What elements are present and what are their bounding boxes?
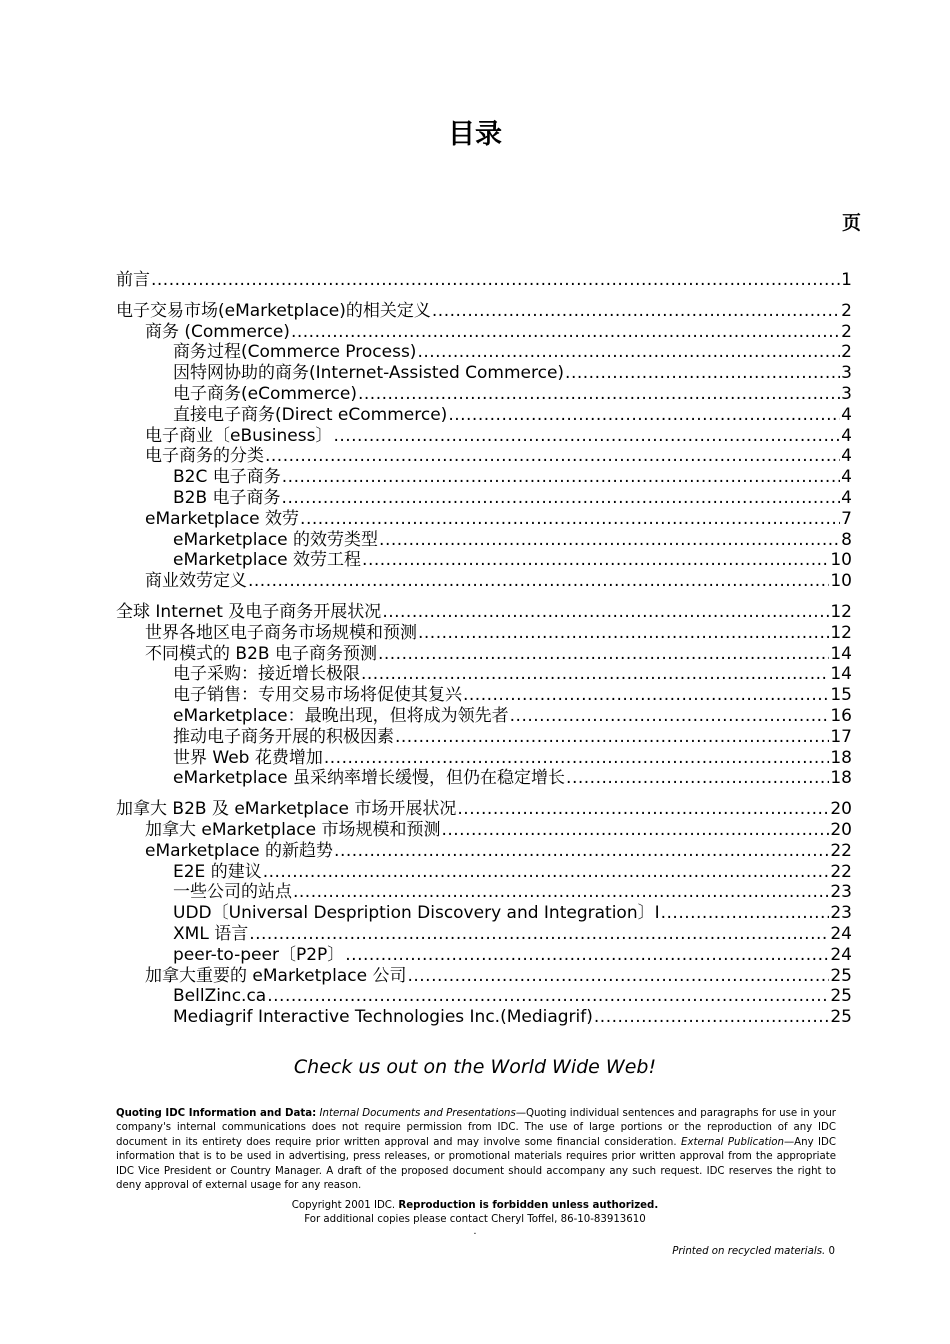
toc-entry-page: 14 [830, 643, 852, 664]
toc-leader-dots [566, 768, 829, 789]
printed-note [672, 1246, 835, 1257]
page-number: 0 [828, 1246, 835, 1257]
toc-entry [116, 301, 852, 322]
toc-leader-dots [345, 945, 829, 966]
toc-entry-page: 1 [841, 270, 852, 290]
copyright-contact: For additional copies please contact Cheryl Toffel, 86-10-83913610 [304, 1214, 646, 1226]
toc-entry-title: 加拿大 B2B 及 eMarketplace 市场开展状况 [116, 799, 457, 820]
toc-entry-title: Mediagrif Interactive Technologies Inc.(Mediagrif) [173, 1007, 593, 1028]
toc-entry [116, 488, 852, 509]
toc-entry-page: 20 [830, 799, 852, 820]
legal-internal-label: Internal Documents and Presentations [319, 1108, 516, 1119]
toc-entry-page: 4 [841, 425, 852, 446]
toc-entry-page: 16 [830, 705, 852, 726]
toc-entry [116, 426, 852, 447]
toc-leader-dots [293, 882, 829, 903]
toc-entry [116, 550, 852, 571]
toc-entry-title: eMarketplace 的新趋势 [145, 840, 334, 861]
toc-leader-dots [248, 571, 829, 592]
toc-leader-dots [379, 530, 840, 551]
toc-entry-page: 23 [830, 882, 852, 903]
toc-entry-page: 12 [830, 601, 852, 622]
toc-leader-dots [441, 820, 829, 841]
toc-entry-page: 24 [830, 923, 852, 944]
toc-entry-title: B2C 电子商务 [173, 467, 281, 488]
document-title: 目录 [448, 119, 502, 150]
toc-entry [116, 322, 852, 343]
toc-entry-title: peer-to-peer〔P2P〕 [173, 944, 345, 965]
legal-external-label: External Publication [681, 1136, 784, 1148]
toc-entry-title: eMarketplace：最晚出现，但将成为领先者 [173, 705, 509, 726]
toc-entry-title: eMarketplace 效劳工程 [173, 550, 362, 571]
toc-leader-dots [510, 706, 830, 727]
toc-leader-dots [457, 799, 829, 820]
toc-entry [116, 363, 852, 384]
toc-entry-title: 一些公司的站点 [173, 882, 292, 903]
toc-entry [116, 685, 852, 706]
toc-leader-dots [300, 509, 840, 530]
toc-entry [116, 945, 852, 966]
toc-entry [116, 924, 852, 945]
toc-entry-title: 前言 [116, 270, 150, 290]
table-of-contents [116, 270, 852, 1038]
toc-entry-page: 24 [830, 944, 852, 965]
toc-entry-page: 22 [830, 840, 852, 861]
toc-leader-dots [282, 467, 840, 488]
toc-entry-title: 不同模式的 B2B 电子商务预测 [145, 643, 377, 664]
toc-entry-title: 直接电子商务(Direct eCommerce) [173, 404, 448, 425]
toc-leader-dots [448, 405, 840, 426]
toc-entry [116, 623, 852, 644]
toc-entry [116, 270, 852, 291]
toc-leader-dots [324, 748, 829, 769]
toc-entry [116, 986, 852, 1007]
toc-entry-page: 12 [830, 622, 852, 643]
toc-entry [116, 664, 852, 685]
toc-entry-page: 8 [841, 529, 852, 550]
copyright-warning: Reproduction is forbidden unless authorized. [398, 1200, 659, 1211]
toc-entry-page: 22 [830, 861, 852, 882]
legal-notice [116, 1107, 836, 1193]
toc-leader-dots [661, 903, 830, 924]
toc-entry [116, 820, 852, 841]
toc-entry-title: eMarketplace 虽采纳率增长缓慢，但仍在稳定增长 [173, 768, 566, 789]
toc-entry [116, 1007, 852, 1028]
toc-section [116, 301, 852, 592]
toc-entry-title: 电子采购：接近增长极限 [173, 664, 360, 685]
toc-leader-dots [361, 664, 829, 685]
toc-entry-page: 3 [841, 383, 852, 404]
toc-entry-page: 2 [841, 321, 852, 342]
toc-entry [116, 862, 852, 883]
toc-entry [116, 882, 852, 903]
toc-entry-page: 7 [841, 508, 852, 529]
toc-entry-title: 世界 Web 花费增加 [173, 747, 323, 768]
toc-entry-page: 18 [830, 747, 852, 768]
toc-entry-page: 4 [841, 446, 852, 467]
toc-entry-page: 20 [830, 819, 852, 840]
toc-leader-dots [594, 1007, 829, 1028]
page-column-label: 页 [842, 212, 862, 234]
toc-entry-page: 2 [841, 300, 852, 321]
toc-leader-dots [407, 966, 829, 987]
toc-leader-dots [432, 301, 840, 322]
toc-entry [116, 530, 852, 551]
toc-entry-title: XML 语言 [173, 923, 249, 944]
toc-entry-title: BellZinc.ca [173, 986, 267, 1007]
toc-entry [116, 799, 852, 820]
toc-leader-dots [565, 363, 840, 384]
toc-section [116, 799, 852, 1028]
toc-leader-dots [418, 623, 829, 644]
toc-leader-dots [362, 550, 829, 571]
copyright-block [0, 1199, 950, 1228]
toc-entry-page: 15 [830, 685, 852, 706]
toc-leader-dots [333, 426, 840, 447]
toc-entry [116, 509, 852, 530]
toc-entry [116, 841, 852, 862]
toc-entry-title: UDD〔Universal Despription Discovery and Integration〕I [173, 903, 660, 924]
toc-leader-dots [263, 862, 830, 883]
toc-entry [116, 602, 852, 623]
toc-entry [116, 446, 852, 467]
toc-leader-dots [463, 685, 829, 706]
toc-leader-dots [395, 727, 829, 748]
toc-leader-dots [378, 644, 829, 665]
toc-entry-title: 电子销售：专用交易市场将促使其复兴 [173, 685, 462, 706]
toc-leader-dots [358, 384, 840, 405]
toc-entry-page: 25 [830, 965, 852, 986]
toc-entry [116, 748, 852, 769]
toc-leader-dots [249, 924, 829, 945]
toc-entry-title: 电子商业〔eBusiness〕 [145, 425, 333, 446]
legal-internal-text: —Quoting individual sentences and paragraphs for use in your company's internal communications does not require permission from IDC. The use of large portions or the reproduction of any IDC document in its entirety does require prior written approval and may involve some financial consideration. [116, 1108, 836, 1148]
toc-entry [116, 405, 852, 426]
toc-entry-page: 10 [830, 571, 852, 592]
toc-leader-dots [417, 342, 840, 363]
toc-entry-page: 4 [841, 487, 852, 508]
toc-leader-dots [282, 488, 841, 509]
toc-entry-title: eMarketplace 效劳 [145, 508, 300, 529]
toc-leader-dots [291, 322, 840, 343]
toc-entry-title: 因特网协助的商务(Internet-Assisted Commerce) [173, 363, 565, 384]
toc-section [116, 602, 852, 789]
toc-entry-page: 4 [841, 467, 852, 488]
legal-external-text: —Any IDC information that is to be used in advertising, press releases, or promotional materials requires prior written approval from the appropriate IDC Vice President or Country Manager. A draft of the proposed document should accompany any such request. IDC reserves the right to deny approval of external usage for any reason. [116, 1136, 836, 1192]
toc-entry-title: 电子交易市场(eMarketplace)的相关定义 [116, 300, 431, 321]
web-promo-line: Check us out on the World Wide Web! [293, 1056, 657, 1078]
toc-entry-page: 25 [830, 1007, 852, 1028]
toc-entry [116, 706, 852, 727]
toc-entry-page: 2 [841, 342, 852, 363]
toc-entry-title: 商业效劳定义 [145, 571, 247, 592]
toc-entry-title: B2B 电子商务 [173, 487, 281, 508]
toc-entry-title: 电子商务(eCommerce) [173, 383, 357, 404]
legal-heading: Quoting IDC Information and Data: [116, 1108, 317, 1119]
toc-entry-title: 全球 Internet 及电子商务开展状况 [116, 601, 382, 622]
toc-entry-title: 商务过程(Commerce Process) [173, 342, 417, 363]
toc-entry-page: 14 [830, 664, 852, 685]
toc-entry-page: 3 [841, 363, 852, 384]
toc-entry-page: 25 [830, 986, 852, 1007]
toc-entry-title: 加拿大 eMarketplace 市场规模和预测 [145, 819, 441, 840]
toc-entry [116, 571, 852, 592]
toc-entry-title: 世界各地区电子商务市场规模和预测 [145, 622, 417, 643]
toc-entry [116, 903, 852, 924]
toc-entry [116, 768, 852, 789]
printed-text: Printed on recycled materials. [672, 1246, 826, 1257]
toc-entry [116, 727, 852, 748]
toc-entry-title: E2E 的建议 [173, 861, 262, 882]
toc-entry [116, 384, 852, 405]
toc-leader-dots [151, 270, 840, 291]
toc-entry [116, 342, 852, 363]
toc-leader-dots [334, 841, 829, 862]
toc-entry-page: 17 [830, 726, 852, 747]
toc-entry [116, 966, 852, 987]
toc-entry [116, 467, 852, 488]
toc-entry [116, 644, 852, 665]
toc-entry-page: 23 [830, 903, 852, 924]
separator-dot: . [473, 1226, 477, 1237]
toc-entry-page: 4 [841, 404, 852, 425]
toc-entry-page: 10 [830, 550, 852, 571]
toc-entry-title: eMarketplace 的效劳类型 [173, 529, 379, 550]
toc-entry-title: 加拿大重要的 eMarketplace 公司 [145, 965, 407, 986]
toc-leader-dots [267, 986, 829, 1007]
toc-entry-title: 推动电子商务开展的积极因素 [173, 726, 394, 747]
toc-leader-dots [382, 602, 829, 623]
toc-entry-title: 电子商务的分类 [145, 446, 264, 467]
toc-section [116, 270, 852, 291]
toc-leader-dots [265, 446, 840, 467]
toc-entry-page: 18 [830, 768, 852, 789]
toc-entry-title: 商务 (Commerce) [145, 321, 290, 342]
copyright-text: Copyright 2001 IDC. [291, 1200, 396, 1211]
